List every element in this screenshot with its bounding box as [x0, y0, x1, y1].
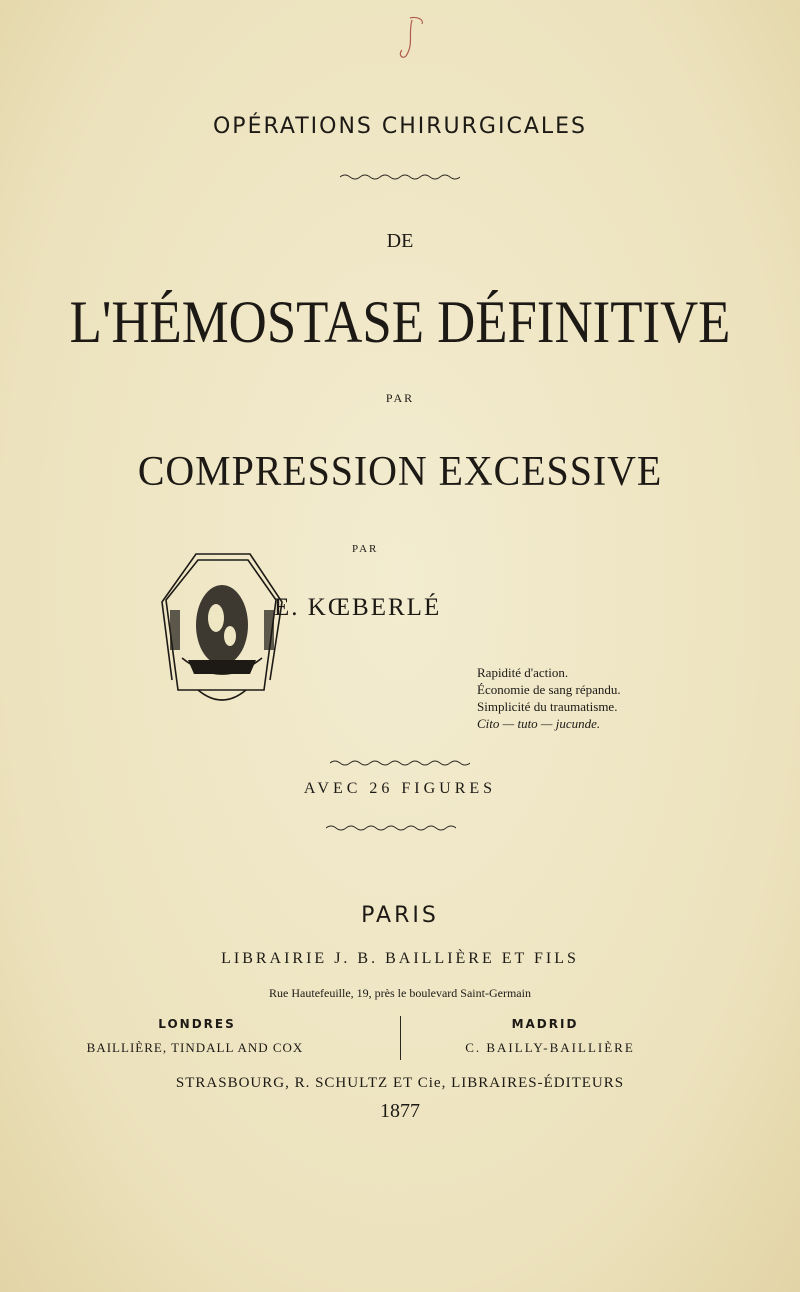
- publication-year: 1877: [380, 1100, 420, 1122]
- ornamental-rule-lower: [326, 823, 456, 833]
- column-divider: [400, 1016, 401, 1060]
- pencil-mark-icon: [388, 14, 428, 64]
- ornamental-rule-top: [340, 172, 460, 182]
- author-name: E. KŒBERLÉ: [274, 594, 442, 621]
- par-label-author: PAR: [352, 543, 379, 555]
- london-publisher: BAILLIÈRE, TINDALL AND COX: [86, 1040, 304, 1055]
- subtitle: COMPRESSION EXCESSIVE: [137, 449, 663, 495]
- imprint-address: Rue Hautefeuille, 19, près le boulevard Saint-Germain: [269, 986, 531, 1000]
- motto-line: Rapidité d'action.: [477, 665, 569, 680]
- series-title: OPÉRATIONS CHIRURGICALES: [212, 114, 587, 139]
- par-label: PAR: [385, 391, 415, 405]
- figures-note: AVEC 26 FIGURES: [303, 780, 497, 797]
- motto-line: Économie de sang répandu.: [477, 682, 621, 697]
- publisher-emblem-icon: [158, 540, 286, 710]
- title-de: DE: [386, 230, 414, 252]
- imprint-city: PARIS: [361, 903, 439, 928]
- strasbourg-imprint: STRASBOURG, R. SCHULTZ ET Cie, LIBRAIRES-ÉDITEURS: [175, 1075, 625, 1091]
- madrid-publisher: C. BAILLY-BAILLIÈRE: [465, 1040, 635, 1055]
- main-title: L'HÉMOSTASE DÉFINITIVE: [69, 289, 731, 355]
- imprint-publisher: LIBRAIRIE J. B. BAILLIÈRE ET FILS: [221, 950, 579, 967]
- madrid-heading: MADRID: [511, 1017, 579, 1031]
- motto-block: [477, 664, 621, 732]
- motto-line: Cito — tuto — jucunde.: [477, 716, 601, 731]
- ornamental-rule-middle: [330, 758, 470, 768]
- motto-line: Simplicité du traumatisme.: [477, 699, 618, 714]
- london-heading: LONDRES: [158, 1017, 236, 1031]
